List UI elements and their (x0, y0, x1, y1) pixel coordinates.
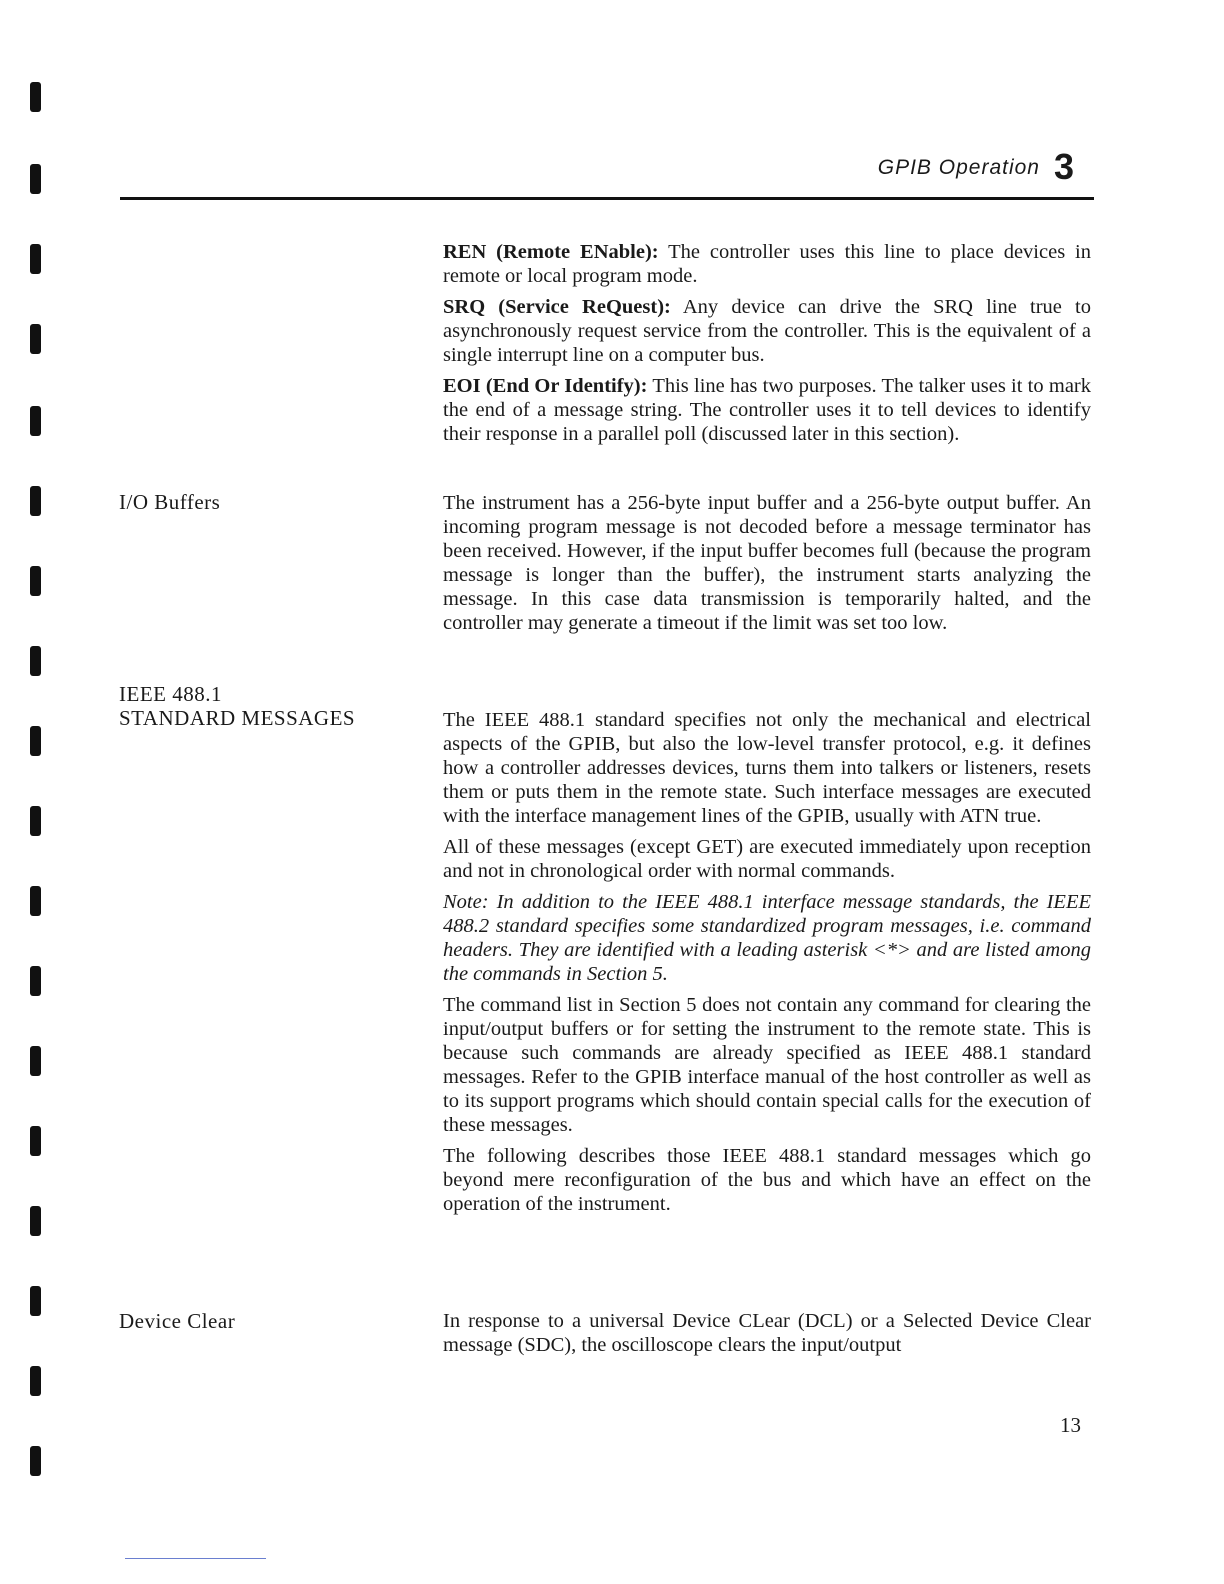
binder-hole (30, 324, 41, 354)
binder-hole (30, 486, 41, 516)
signal-line-eoi (443, 374, 1091, 446)
binder-hole (30, 1206, 41, 1236)
ieee-paragraph-3: The command list in Section 5 does not contain any command for clearing the input/output buffers or for setting the instrument to the remote state. This is because such commands are already specified as IEEE 488.1 standard messages. Refer to the GPIB interface manual of the host controller as well as to its support programs which should contain special calls for the execution of these messages. (443, 994, 1091, 1136)
io-buffers-text (443, 491, 1091, 635)
binder-hole (30, 1286, 41, 1316)
signal-line-srq (443, 295, 1091, 367)
signal-lines (443, 240, 1091, 446)
binder-hole (30, 244, 41, 274)
binder-hole (30, 406, 41, 436)
page-number: 13 (1060, 1413, 1081, 1437)
binder-hole (30, 806, 41, 836)
bottom-divider (125, 1558, 266, 1559)
section-heading-ieee (119, 682, 355, 730)
binder-hole (30, 1446, 41, 1476)
io-buffers-paragraph: The instrument has a 256-byte input buffer and a 256-byte output buffer. An incoming program message is not decoded before a message terminator has been received. However, if the input buffer becomes full (because the program message is longer than the buffer), the instrument starts analyzing the message. In this case data transmission is temporarily halted, and the controller may generate a timeout if the limit was set too low. (443, 492, 1091, 634)
header-rule (120, 197, 1094, 200)
chapter-number: 3 (1054, 146, 1075, 187)
binder-hole (30, 726, 41, 756)
def-srq: Any device can drive the SRQ line true to asynchronously request service from the controller. This is the equivalent of a single interrupt line on a computer bus. (443, 296, 1091, 366)
device-clear-paragraph: In response to a universal Device CLear (DCL) or a Selected Device Clear message (SDC), the oscilloscope clears the input/output (443, 1310, 1091, 1356)
binder-hole (30, 886, 41, 916)
binder-hole (30, 966, 41, 996)
binder-hole (30, 1126, 41, 1156)
def-ren: The controller uses this line to place devices in remote or local program mode. (443, 241, 1091, 287)
section-heading-io-buffers: I/O Buffers (119, 490, 221, 514)
binder-hole (30, 164, 41, 194)
binder-hole (30, 82, 41, 112)
signal-line-ren (443, 240, 1091, 288)
binder-hole (30, 646, 41, 676)
ieee-paragraph-1: The IEEE 488.1 standard specifies not only the mechanical and electrical aspects of the GPIB, but also the low-level transfer protocol, e.g. it defines how a controller addresses devices, turns them into talkers or listeners, resets them or puts them in the remote state. Such interface messages are executed with the interface management lines of the GPIB, usually with ATN true. (443, 709, 1091, 827)
heading-line-1: IEEE 488.1 (119, 682, 222, 706)
term-srq: SRQ (Service ReQuest): (443, 296, 671, 318)
device-clear-text (443, 1309, 1091, 1357)
def-eoi: This line has two purposes. The talker uses it to mark the end of a message string. The controller uses it to tell devices to identify their response in a parallel poll (discussed later in this section). (443, 375, 1091, 445)
binder-hole (30, 566, 41, 596)
binder-hole (30, 1046, 41, 1076)
term-ren: REN (Remote ENable): (443, 241, 659, 263)
binder-hole (30, 1366, 41, 1396)
ieee-paragraph-4: The following describes those IEEE 488.1 standard messages which go beyond mere reconfiguration of the bus and which have an effect on the operation of the instrument. (443, 1145, 1091, 1215)
heading-line-2: STANDARD MESSAGES (119, 706, 356, 730)
ieee-note: Note: In addition to the IEEE 488.1 interface message standards, the IEEE 488.2 standard specifies some standardized program messages, i.e. command headers. They are identified with a leading asterisk <*> and are listed among the commands in Section 5. (443, 891, 1091, 985)
section-heading-device-clear: Device Clear (119, 1309, 236, 1333)
ieee-paragraph-2: All of these messages (except GET) are executed immediately upon reception and not in chronological order with normal commands. (443, 836, 1091, 882)
running-header-title: GPIB Operation (877, 156, 1040, 179)
term-eoi: EOI (End Or Identify): (443, 375, 648, 397)
ieee-text (443, 708, 1091, 1216)
